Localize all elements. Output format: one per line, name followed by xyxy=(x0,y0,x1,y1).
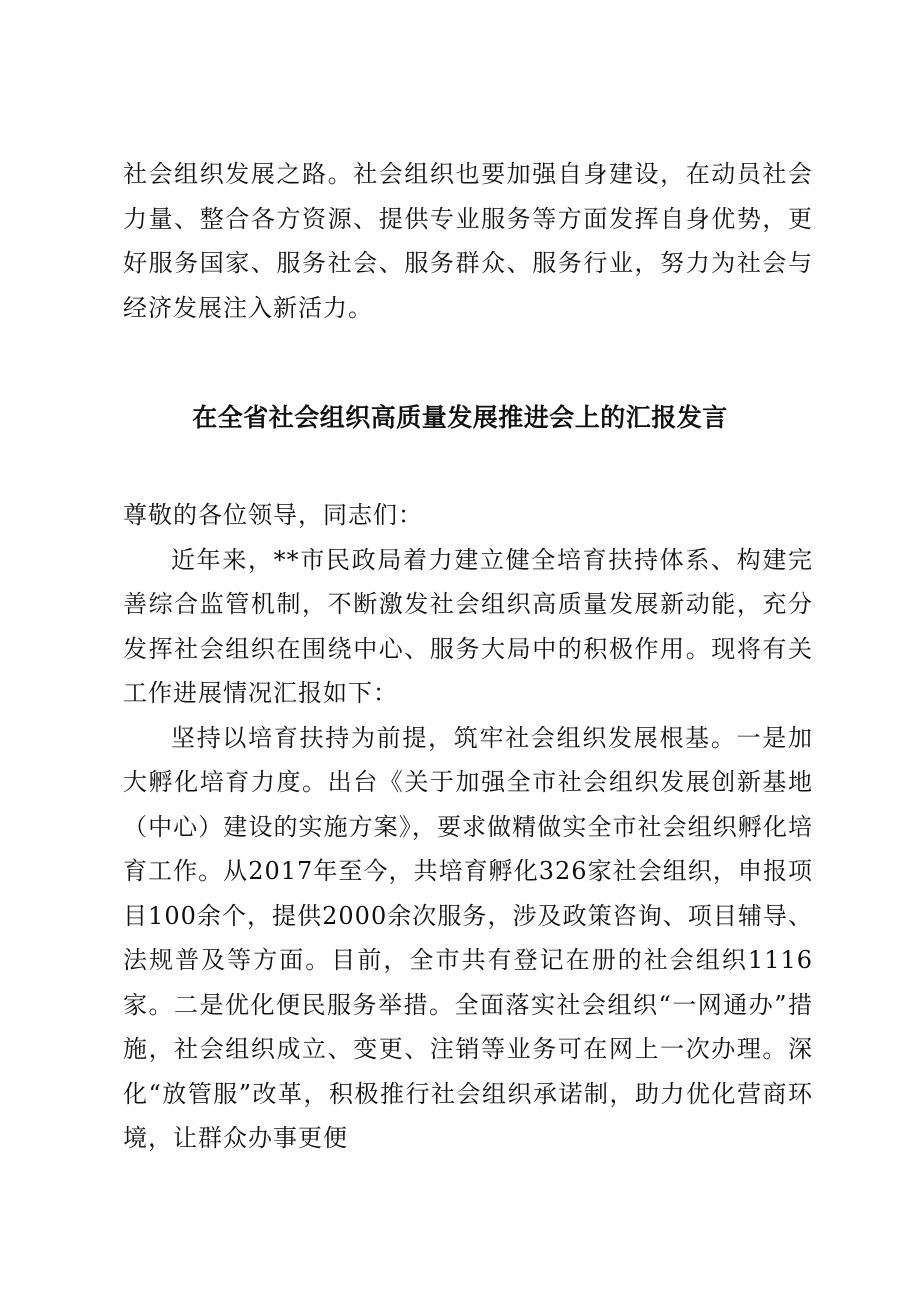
body-paragraph-cultivation: 坚持以培育扶持为前提，筑牢社会组织发展根基。一是加大孵化培育力度。出台《关于加强全市社会组织发展创新基地（中心）建设的实施方案》，要求做精做实全市社会组织孵化培育工作。从2017年至今，共培育孵化326家社会组织，申报项目100余个，提供2000余次服务，涉及政策咨询、项目辅导、法规普及等方面。目前，全市共有登记在册的社会组织1116家。二是优化便民服务举措。全面落实社会组织“一网通办”措施，社会组织成立、变更、注销等业务可在网上一次办理。深化“放管服”改革，积极推行社会组织承诺制，助力优化营商环境，让群众办事更便 xyxy=(123,723,813,1152)
previous-paragraph: 社会组织发展之路。社会组织也要加强自身建设，在动员社会力量、整合各方资源、提供专业服务等方面发挥自身优势，更好服务国家、服务社会、服务群众、服务行业，努力为社会与经济发展注入新活力。 xyxy=(123,160,813,322)
previous-section-text xyxy=(123,152,813,330)
document-body xyxy=(123,493,813,1161)
document-title: 在全省社会组织高质量发展推进会上的汇报发言 xyxy=(192,403,728,432)
salutation: 尊敬的各位领导，同志们： xyxy=(123,501,423,529)
body-paragraph-intro: 近年来，**市民政局着力建立健全培育扶持体系、构建完善综合监管机制，不断激发社会组织高质量发展新动能，充分发挥社会组织在围绕中心、服务大局中的积极作用。现将有关工作进展情况汇报如下： xyxy=(123,545,813,707)
